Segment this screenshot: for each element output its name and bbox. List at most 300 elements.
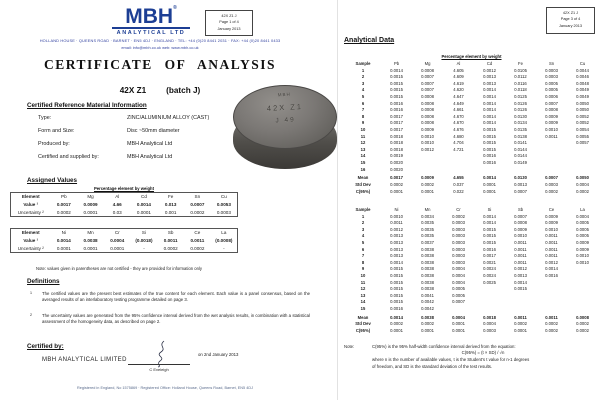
table-row <box>345 101 598 108</box>
table-cell: 0.0018 <box>390 133 403 139</box>
table-cell: 0.0004 <box>483 321 496 327</box>
table-cell: 0.0003 <box>545 182 558 187</box>
table-cell <box>505 300 536 307</box>
sample-disc-photo <box>233 85 339 173</box>
table-header-cell: 2 <box>361 220 365 226</box>
table-cell: 0.0014 <box>136 201 151 207</box>
table-header-cell: Ce <box>194 230 201 236</box>
table-cell: 0.0118 <box>514 87 527 93</box>
definition-1-marker: 1 <box>30 291 32 295</box>
table-cell: 0.0009 <box>545 113 558 119</box>
table-cell <box>474 167 505 174</box>
table-cell <box>412 167 443 174</box>
batch-label: (batch J) <box>166 86 201 95</box>
table-header-cell: 3 <box>361 226 365 232</box>
table-row <box>345 120 598 127</box>
definition-1-text: The certified values are the present best estimates of the true content for each element. Each value is a panel consensus, based on the averaged results of an interlaboratory testing programme detailed on page 3. <box>42 291 310 302</box>
table-cell: 0.0003 <box>452 253 465 259</box>
table-cell: 0.022 <box>453 188 464 194</box>
table-row <box>11 237 238 245</box>
table-cell: 0.0001 <box>390 188 403 194</box>
table-cell: 0.0002 <box>576 188 589 194</box>
table-header-cell: Mean <box>357 314 369 320</box>
table-row <box>345 293 598 300</box>
table-header-cell: 11 <box>360 133 366 139</box>
table-cell: 0.0003 <box>452 226 465 232</box>
table-cell: 0.0002 <box>545 328 558 333</box>
table-cell: 0.0002 <box>56 209 71 215</box>
table-row <box>345 167 598 174</box>
table-cell: 0.0002 <box>452 213 465 219</box>
table-cell: 0.0014 <box>483 213 496 219</box>
table-cell: 0.0001 <box>452 321 465 327</box>
table-row <box>345 313 598 322</box>
table-cell: 0.0014 <box>545 266 558 272</box>
table-cell: 0.0016 <box>390 306 403 312</box>
table-cell: 0.0041 <box>421 292 434 298</box>
table-cell: 0.0052 <box>576 120 589 126</box>
table-cell: 0.0144 <box>514 146 527 152</box>
table-cell: 0.0011 <box>545 253 558 259</box>
percentage-heading-right: Percentage element by weight <box>441 54 502 59</box>
crm-produced-value: MBH Analytical Ltd <box>127 141 173 147</box>
table-cell: 4.66 <box>112 201 122 207</box>
table-cell <box>567 154 598 161</box>
table-cell: 0.0042 <box>421 306 434 312</box>
table-cell: 0.0013 <box>390 253 403 259</box>
table-cell: 0.0126 <box>514 107 527 113</box>
table-cell: 0.0038 <box>421 253 434 259</box>
table-cell <box>474 286 505 293</box>
table-cell: 0.0038 <box>421 246 434 252</box>
table-row <box>345 81 598 88</box>
table-cell: 0.0014 <box>483 107 496 113</box>
table-cell: 0.0015 <box>483 146 496 152</box>
table-header-cell: 2 <box>361 74 365 80</box>
table-cell: 0.0007 <box>545 100 558 106</box>
table-cell: 0.0034 <box>421 213 434 219</box>
table-header-cell: 5 <box>361 240 365 245</box>
product-name: 42X Z1 <box>119 86 147 95</box>
table-header-cell: Mn <box>424 207 431 212</box>
table-cell: 0.0011 <box>514 246 527 252</box>
table-cell <box>536 293 567 300</box>
table-cell: 0.0010 <box>576 253 589 259</box>
table-cell <box>567 273 598 280</box>
table-cell: 0.0011 <box>514 259 527 265</box>
table-cell: 0.0008 <box>421 113 434 119</box>
table-cell: 0.0116 <box>514 80 527 86</box>
table-header-cell: Si <box>487 207 492 212</box>
table-cell <box>567 160 598 167</box>
table-cell: 0.0016 <box>483 246 496 252</box>
table-header-cell: 10 <box>360 273 366 278</box>
table-header-cell: Ni <box>394 207 399 212</box>
table-cell: 0.0050 <box>576 175 589 181</box>
table-cell: 0.0013 <box>390 233 403 239</box>
table-cell: 0.0001 <box>483 188 496 194</box>
table-cell: 0.0014 <box>390 67 403 73</box>
table-cell <box>443 167 474 174</box>
table-row <box>345 147 598 154</box>
table-cell: 0.0009 <box>545 120 558 126</box>
table-cell: 0.0014 <box>483 87 496 93</box>
table-cell: 0.0014 <box>514 279 527 285</box>
table-header-cell: Uncertainty ² <box>17 245 44 251</box>
table-cell: 0.0010 <box>421 133 434 139</box>
table-header-cell: 3 <box>361 80 365 86</box>
table-header-cell: 15 <box>360 306 366 312</box>
table-cell: 0.0003 <box>216 209 231 215</box>
percentage-heading-left: Percentage element by weight <box>93 186 155 191</box>
table-cell: 0.0013 <box>483 80 496 86</box>
table-cell: 0.0001 <box>452 328 465 333</box>
table-cell: 0.0024 <box>483 266 496 272</box>
crm-form-value: Disc ~50mm diameter <box>127 128 180 134</box>
table-cell: 0.0002 <box>190 209 205 215</box>
table-cell: 0.0007 <box>545 175 558 181</box>
table-row <box>345 189 598 196</box>
table-row <box>345 87 598 94</box>
table-row <box>345 260 598 267</box>
table-cell: 4.704 <box>453 140 464 146</box>
analytical-table-a <box>345 61 598 195</box>
table-cell: 0.0002 <box>545 188 558 194</box>
table-header-cell: 7 <box>361 107 365 113</box>
table-header-cell: Fe <box>518 61 523 66</box>
table-cell: 0.0009 <box>545 213 558 219</box>
table-cell: 0.0011 <box>514 253 527 259</box>
table-cell: 0.0009 <box>421 175 434 181</box>
table-cell: 0.0011 <box>545 240 558 245</box>
table-row <box>11 201 238 209</box>
table-header-cell: Value ¹ <box>23 201 39 207</box>
table-header-cell: C(95%) <box>355 328 371 333</box>
table-cell: 0.0017 <box>56 201 71 207</box>
crm-certified-label: Certified and supplied by: <box>38 154 99 160</box>
table-cell: 0.0134 <box>514 120 527 126</box>
table-header-cell: 9 <box>361 120 365 126</box>
table-cell: 0.0009 <box>421 127 434 132</box>
table-cell: 4.647 <box>453 94 464 99</box>
table-cell <box>505 293 536 300</box>
table-cell: 0.0001 <box>483 182 496 187</box>
table-header-cell: Mg <box>424 61 431 66</box>
table-cell: 0.0009 <box>545 220 558 226</box>
table-cell: 0.0024 <box>483 273 496 278</box>
table-cell: 0.0011 <box>545 133 558 139</box>
table-header-cell: 8 <box>361 259 365 265</box>
table-header-row <box>11 193 238 201</box>
disc-engraving <box>232 89 338 126</box>
table-cell: 0.0014 <box>483 113 496 119</box>
confidence-note <box>372 344 594 370</box>
table-row <box>11 244 238 252</box>
table-header-cell: 4 <box>361 233 365 239</box>
table-cell: 0.0013 <box>514 273 527 278</box>
table-header-row <box>345 61 598 68</box>
table-cell: 0.0017 <box>390 175 403 181</box>
table-cell: 0.0054 <box>576 127 589 132</box>
table-cell: 0.0049 <box>576 94 589 99</box>
product-code: 42X Z1 J <box>562 11 579 15</box>
table-cell <box>536 280 567 287</box>
table-header-cell: Al <box>115 194 120 200</box>
table-cell: 0.0004 <box>110 237 125 243</box>
table-cell: 0.0135 <box>514 127 527 132</box>
table-row <box>345 286 598 293</box>
table-row <box>345 140 598 147</box>
table-cell: 0.0020 <box>390 166 403 172</box>
table-cell: 0.0015 <box>390 292 403 298</box>
table-cell: 0.0016 <box>545 273 558 278</box>
table-cell: 0.0003 <box>545 74 558 80</box>
table-cell: 0.0004 <box>576 182 589 187</box>
table-cell: 0.03 <box>112 209 122 215</box>
confidence-note-line1: C(95%) is the 95% half-width confidence interval derived from the equation: <box>372 344 516 349</box>
table-cell: 0.0008 <box>421 107 434 113</box>
table-cell: 0.0025 <box>483 279 496 285</box>
table-cell: 0.0008 <box>421 94 434 99</box>
table-cell: 0.0019 <box>390 153 403 159</box>
table-cell <box>474 306 505 313</box>
table-header-cell: 6 <box>361 246 365 252</box>
table-cell: 0.0003 <box>452 240 465 245</box>
table-cell: 0.0011 <box>390 220 403 226</box>
table-header-row <box>11 229 238 237</box>
table-row <box>345 273 598 280</box>
table-row <box>345 107 598 114</box>
table-cell: 4.605 <box>453 67 464 73</box>
table-header-cell: Cr <box>456 207 461 212</box>
table-cell: 0.0038 <box>421 273 434 278</box>
table-cell: 0.0001 <box>83 209 98 215</box>
table-cell: 0.0009 <box>83 201 98 207</box>
table-header-cell: 12 <box>360 140 366 146</box>
table-cell: 0.0037 <box>421 240 434 245</box>
table-cell: 0.0015 <box>390 266 403 272</box>
page-number: Page 1 of 4 <box>219 20 239 25</box>
table-header-cell: Sb <box>167 230 174 236</box>
table-cell: 0.0010 <box>576 259 589 265</box>
disc-engraving-product: 42X Z1 <box>266 102 304 113</box>
table-cell: 0.0001 <box>390 328 403 333</box>
issue-date: January 2013 <box>558 23 582 28</box>
table-cell: 0.0010 <box>421 140 434 146</box>
table-header-cell: Sb <box>517 207 524 212</box>
table-cell: 0.0004 <box>452 314 465 320</box>
table-cell: 0.0010 <box>514 233 527 239</box>
table-header-cell: Value ¹ <box>23 237 39 243</box>
table-header-cell: Element <box>21 194 40 200</box>
table-cell: 0.0008 <box>545 107 558 113</box>
table-header-cell: Element <box>21 230 40 236</box>
table-header-cell: 8 <box>361 113 365 119</box>
table-cell: 0.0015 <box>390 299 403 305</box>
table-cell: 0.0002 <box>576 328 589 333</box>
table-header-cell: 6 <box>361 100 365 106</box>
table-cell <box>536 140 567 147</box>
table-cell: 0.0008 <box>576 314 589 320</box>
table-header-cell: 13 <box>360 146 366 152</box>
table-row <box>345 134 598 141</box>
table-cell <box>505 167 536 174</box>
table-cell: 0.0055 <box>576 133 589 139</box>
table-header-cell: Pb <box>61 194 67 200</box>
table-header-cell: 15 <box>360 160 366 166</box>
product-code: 42X Z1 J <box>221 14 237 18</box>
table-cell <box>567 286 598 293</box>
table-cell: 0.0013 <box>514 182 527 187</box>
table-cell: 0.0003 <box>452 220 465 226</box>
table-header-cell: Uncertainty ² <box>17 209 44 215</box>
table-header-cell: Pb <box>393 61 400 66</box>
table-cell: 0.0057 <box>576 140 589 146</box>
table-cell: 0.0010 <box>390 213 403 219</box>
table-cell: 0.0014 <box>483 120 496 126</box>
crm-produced-label: Produced by: <box>38 141 70 147</box>
table-header-cell: 9 <box>361 266 365 272</box>
table-row <box>345 182 598 189</box>
table-cell: 4.680 <box>453 133 464 139</box>
table-cell: 0.0017 <box>483 253 496 259</box>
table-cell: 0.0130 <box>514 113 527 119</box>
crm-type-value: ZINC/ALUMINIUM ALLOY (CAST) <box>127 115 210 121</box>
table-cell: 0.0001 <box>110 245 125 251</box>
table-cell <box>505 306 536 313</box>
table-row <box>345 266 598 273</box>
document-title: CERTIFICATE OF ANALYSIS <box>43 57 277 72</box>
table-cell: 0.0021 <box>483 259 496 265</box>
table-cell: 0.0049 <box>576 87 589 93</box>
table-header-row <box>345 207 598 214</box>
table-cell: 0.0038 <box>421 259 434 265</box>
table-cell: 0.0007 <box>421 87 434 93</box>
table-row <box>345 68 598 75</box>
table-row <box>345 247 598 254</box>
table-cell: 0.0013 <box>390 240 403 245</box>
disc-engraving-brand: MBH <box>277 91 291 98</box>
table-cell: 4.670 <box>453 120 464 126</box>
table-cell <box>443 306 474 313</box>
table-cell <box>567 147 598 154</box>
table-cell: 0.0003 <box>545 67 558 73</box>
table-cell: 0.0035 <box>421 233 434 239</box>
table-cell: 0.0005 <box>545 87 558 93</box>
table-row <box>345 214 598 221</box>
table-cell: 4.620 <box>453 87 464 93</box>
table-header-cell: 4 <box>361 87 365 93</box>
table-header-cell: C(95%) <box>355 188 371 194</box>
table-cell: 4.676 <box>453 127 464 132</box>
table-cell: 0.0042 <box>421 299 434 305</box>
table-cell: 0.0050 <box>576 100 589 106</box>
table-row <box>345 253 598 260</box>
table-cell: 0.0003 <box>452 259 465 265</box>
table-cell: 0.0011 <box>545 246 558 252</box>
table-cell: 0.0005 <box>452 286 465 292</box>
table-header-cell: 10 <box>360 127 366 132</box>
table-cell <box>474 300 505 307</box>
table-cell: 0.0002 <box>514 321 527 327</box>
table-header-cell: 14 <box>360 153 366 159</box>
table-cell: 0.0003 <box>483 328 496 333</box>
table-cell: 4.661 <box>453 107 464 113</box>
table-cell: 4.619 <box>453 80 464 86</box>
table-cell: 0.0014 <box>483 94 496 99</box>
table-cell: 0.0007 <box>452 299 465 305</box>
table-cell: 0.0001 <box>421 188 434 194</box>
table-header-cell: Cu <box>220 194 227 200</box>
table-cell: 0.0011 <box>514 240 527 245</box>
table-cell: 0.0141 <box>514 140 527 146</box>
company-address: HOLLAND HOUSE · QUEENS ROAD · BARNET · EN5 4DJ · ENGLAND · TEL: +44 (0)20 8441 2031 · FAX: +44 (0)20 8441 0433 <box>39 38 281 43</box>
table-header-cell: 11 <box>360 279 366 285</box>
table-cell: 0.0001 <box>421 328 434 333</box>
table-cell: 4.655 <box>453 175 464 181</box>
table-cell: 0.0007 <box>421 80 434 86</box>
table-cell: 0.0005 <box>545 80 558 86</box>
table-cell: 0.0050 <box>576 107 589 113</box>
table-cell <box>412 160 443 167</box>
crm-type-label: Type: <box>38 115 52 121</box>
table-row <box>345 74 598 81</box>
table-cell: 0.0017 <box>390 127 403 132</box>
table-cell: 0.0008 <box>514 220 527 226</box>
mbh-logo <box>112 6 190 36</box>
table-cell: 0.0012 <box>483 67 496 73</box>
table-cell: 0.0008 <box>421 67 434 73</box>
table-row <box>345 220 598 227</box>
table-cell: 0.0013 <box>390 246 403 252</box>
table-cell: 0.0015 <box>390 74 403 80</box>
certification-date: on 2nd January 2013 <box>198 352 239 357</box>
table-cell: 0.0015 <box>483 127 496 132</box>
table-header-cell: 1 <box>361 67 365 73</box>
table-cell: 0.0012 <box>514 266 527 272</box>
table-cell: 0.0004 <box>452 266 465 272</box>
table-header-cell: Mean <box>357 175 369 181</box>
table-cell: 0.0015 <box>390 80 403 86</box>
table-cell <box>567 293 598 300</box>
table-cell: 0.0016 <box>390 107 403 113</box>
table-cell <box>443 154 474 161</box>
table-cell: 0.0015 <box>514 286 527 292</box>
table-cell <box>567 280 598 287</box>
table-cell: 0.0005 <box>452 292 465 298</box>
table-cell: 0.0005 <box>576 233 589 239</box>
table-cell <box>567 167 598 174</box>
table-cell: 0.0038 <box>421 314 434 320</box>
issue-date: January 2013 <box>217 26 241 31</box>
table-row <box>345 160 598 167</box>
table-cell: 0.013 <box>164 201 177 207</box>
table-cell: 4.721 <box>453 146 464 152</box>
logo-text <box>112 6 190 29</box>
table-cell: 0.0017 <box>390 120 403 126</box>
table-header-cell: Sn <box>194 194 201 200</box>
table-cell <box>536 300 567 307</box>
table-cell: 0.0038 <box>421 286 434 292</box>
table-header-cell: Fe <box>167 194 174 200</box>
table-cell: 4.670 <box>453 113 464 119</box>
table-cell: 0.0010 <box>545 127 558 132</box>
table-cell: 0.0038 <box>421 266 434 272</box>
table-cell: 0.0035 <box>421 226 434 232</box>
assigned-table-a <box>10 192 238 217</box>
table-cell: 0.0015 <box>483 233 496 239</box>
table-cell: 0.0003 <box>452 246 465 252</box>
